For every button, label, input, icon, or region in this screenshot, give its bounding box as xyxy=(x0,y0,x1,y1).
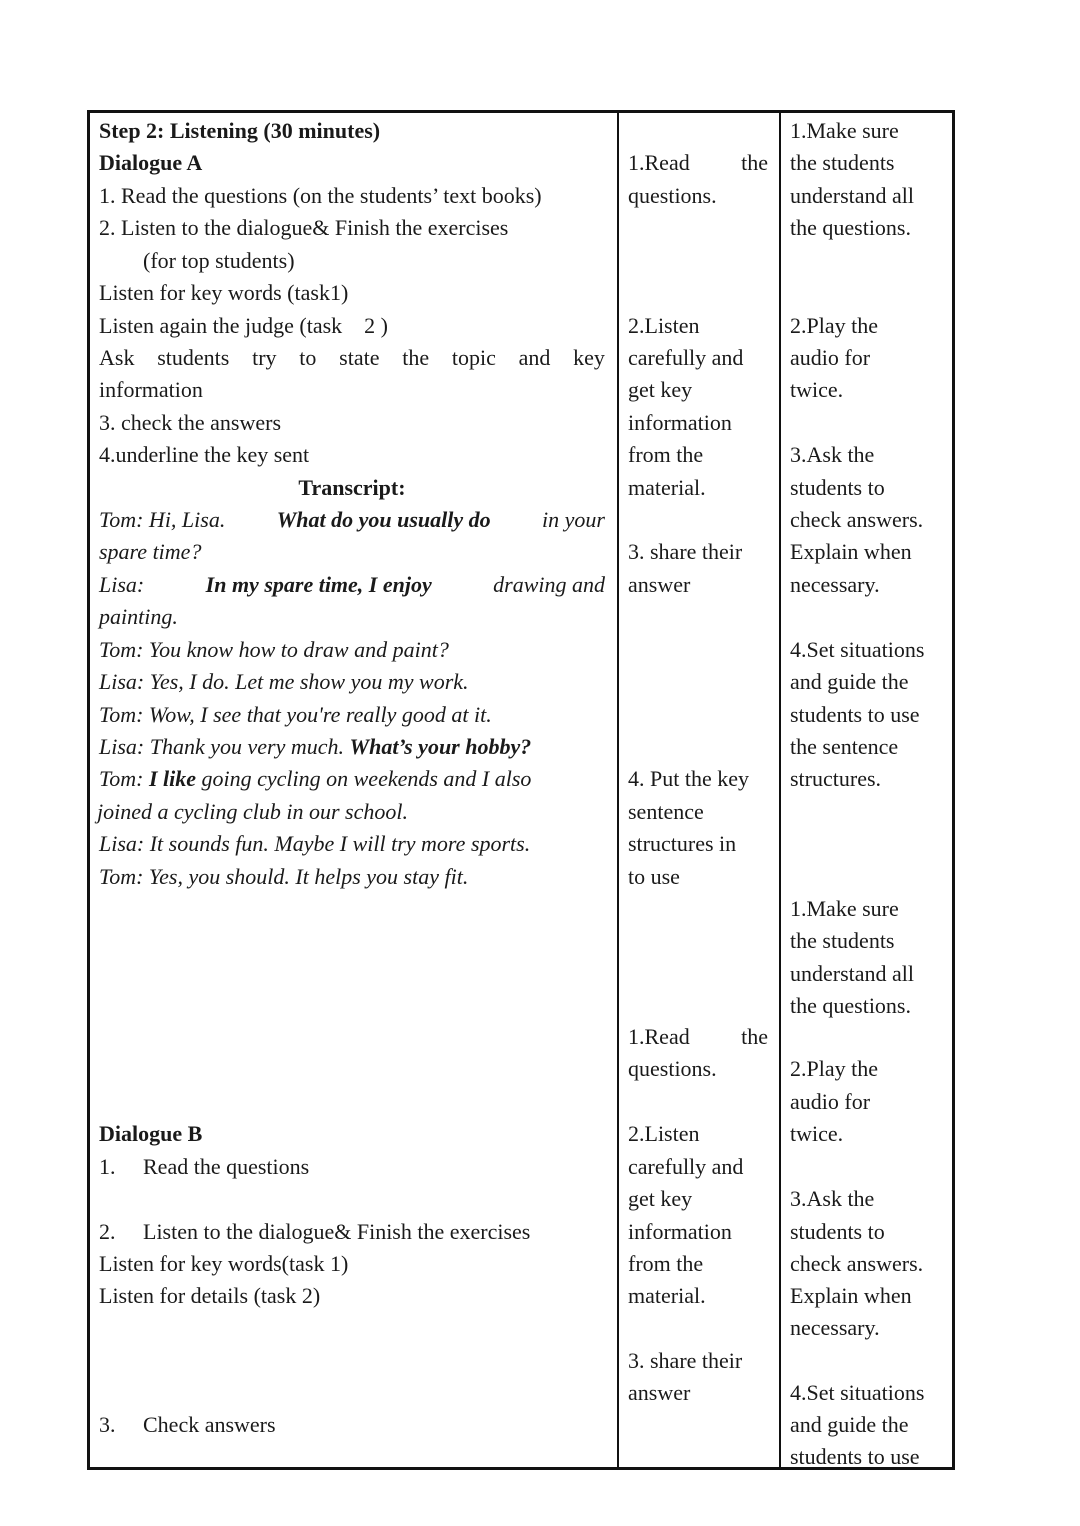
teacher-b-make-sure: the questions. xyxy=(790,993,911,1018)
word: the xyxy=(402,345,430,370)
student-a-listen: 2.Listen xyxy=(628,313,700,338)
transcript-label: Transcript: xyxy=(298,475,406,500)
word: state xyxy=(339,345,380,370)
transcript-line: Lisa: It sounds fun. Maybe I will try more sports. xyxy=(99,831,531,856)
student-b-listen: 2.Listen xyxy=(628,1121,700,1146)
student-a-share: answer xyxy=(628,572,691,597)
dialogue-b-item-2-num: 2. xyxy=(99,1219,116,1244)
key-sentence: What’s your hobby? xyxy=(349,734,532,759)
transcript-line: joined a cycling club in our school. xyxy=(97,799,408,824)
transcript-line xyxy=(99,505,605,535)
teacher-a-make-sure: understand all xyxy=(790,183,915,208)
dialogue-b-task-1: Listen for key words(task 1) xyxy=(99,1251,349,1276)
teacher-a-make-sure: the questions. xyxy=(790,215,911,240)
teacher-a-set: the sentence xyxy=(790,734,899,759)
column-divider xyxy=(779,113,781,1467)
student-a-put: structures in xyxy=(628,831,737,856)
word: topic xyxy=(451,345,496,370)
column-divider xyxy=(617,113,619,1467)
teacher-a-ask: students to xyxy=(790,475,885,500)
teacher-b-set: 4.Set situations xyxy=(790,1380,925,1405)
dialogue-a-ask-cont: information xyxy=(99,377,203,402)
dialogue-b-item-3-num: 3. xyxy=(99,1412,116,1437)
transcript-line: Tom: Yes, you should. It helps you stay fit. xyxy=(99,864,469,889)
student-text: 1.Read xyxy=(628,1024,690,1049)
teacher-activity-column xyxy=(790,113,952,1467)
dialogue-a-item-2: 2. Listen to the dialogue& Finish the exercises xyxy=(99,215,509,240)
transcript-line: Tom: Wow, I see that you're really good at it. xyxy=(99,702,492,727)
teacher-a-ask: check answers. xyxy=(790,507,924,532)
teacher-b-play: 2.Play the xyxy=(790,1056,878,1081)
word: students xyxy=(157,345,230,370)
teacher-b-make-sure: the students xyxy=(790,928,895,953)
student-b-read-cont: questions. xyxy=(628,1056,717,1081)
word: key xyxy=(573,345,605,370)
transcript-speaker-text: Lisa: xyxy=(99,572,145,597)
key-sentence: I like xyxy=(148,766,196,791)
dialogue-b-item-2: Listen to the dialogue& Finish the exercises xyxy=(143,1219,531,1244)
student-b-share: answer xyxy=(628,1380,691,1405)
teacher-b-set: and guide the xyxy=(790,1412,909,1437)
teacher-b-make-sure: understand all xyxy=(790,961,915,986)
teacher-b-ask: Explain when xyxy=(790,1283,912,1308)
dialogue-a-task-2: Listen again the judge (task 2 ) xyxy=(99,313,388,338)
transcript-line: Lisa: Yes, I do. Let me show you my work. xyxy=(99,669,469,694)
student-b-listen: information xyxy=(628,1219,732,1244)
transcript-line xyxy=(99,732,531,762)
student-activity-column xyxy=(628,113,768,1467)
step-title: Step 2: Listening (30 minutes) xyxy=(99,118,381,143)
student-a-listen: get key xyxy=(628,377,693,402)
transcript-speaker-text: Tom: Hi, Lisa. xyxy=(99,507,226,532)
transcript-speaker-text: Tom: xyxy=(99,766,149,791)
student-text: the xyxy=(741,150,768,175)
teacher-b-ask: necessary. xyxy=(790,1315,880,1340)
dialogue-b-title: Dialogue B xyxy=(99,1121,203,1146)
student-b-listen: get key xyxy=(628,1186,693,1211)
teacher-b-ask: 3.Ask the xyxy=(790,1186,875,1211)
student-b-listen: from the xyxy=(628,1251,704,1276)
teacher-a-make-sure: 1.Make sure xyxy=(790,118,899,143)
word: Ask xyxy=(99,345,135,370)
teacher-a-play: 2.Play the xyxy=(790,313,878,338)
teacher-a-play: twice. xyxy=(790,377,844,402)
dialogue-a-item-1: 1. Read the questions (on the students’ text books) xyxy=(99,183,542,208)
transcript-line: painting. xyxy=(99,604,178,629)
teacher-b-play: audio for xyxy=(790,1089,871,1114)
teacher-a-ask: Explain when xyxy=(790,539,912,564)
key-sentence: What do you usually do xyxy=(276,507,491,532)
word: and xyxy=(518,345,551,370)
student-b-listen: material. xyxy=(628,1283,706,1308)
teacher-b-ask: students to xyxy=(790,1219,885,1244)
teacher-b-set: students to use xyxy=(790,1444,920,1469)
student-a-listen: from the xyxy=(628,442,704,467)
student-a-put: sentence xyxy=(628,799,704,824)
transcript-text: going cycling on weekends and I also xyxy=(196,766,532,791)
lesson-plan-table xyxy=(87,110,955,1470)
word: try xyxy=(252,345,277,370)
student-a-put: 4. Put the key xyxy=(628,766,749,791)
student-b-read xyxy=(628,1022,768,1052)
dialogue-a-ask-line xyxy=(99,343,605,373)
student-b-share: 3. share their xyxy=(628,1348,743,1373)
dialogue-a-item-3: 3. check the answers xyxy=(99,410,282,435)
teacher-a-set: students to use xyxy=(790,702,920,727)
transcript-line: spare time? xyxy=(99,539,202,564)
student-a-share: 3. share their xyxy=(628,539,743,564)
word: to xyxy=(299,345,317,370)
transcript-line xyxy=(99,570,605,600)
student-text: the xyxy=(741,1024,768,1049)
student-a-listen: information xyxy=(628,410,732,435)
teacher-a-make-sure: the students xyxy=(790,150,895,175)
student-a-read-cont: questions. xyxy=(628,183,717,208)
dialogue-a-item-4: 4.underline the key sent xyxy=(99,442,310,467)
teacher-a-play: audio for xyxy=(790,345,871,370)
transcript-line: Tom: You know how to draw and paint? xyxy=(99,637,449,662)
transcript-text: Lisa: Thank you very much. xyxy=(99,734,350,759)
transcript-line xyxy=(99,764,531,794)
transcript-text: in your xyxy=(542,507,605,532)
teacher-a-ask: necessary. xyxy=(790,572,880,597)
teacher-a-set: structures. xyxy=(790,766,882,791)
student-b-listen: carefully and xyxy=(628,1154,744,1179)
student-a-listen: material. xyxy=(628,475,706,500)
procedure-column xyxy=(99,113,609,1467)
dialogue-a-item-2-note: (for top students) xyxy=(143,248,295,273)
dialogue-a-task-1: Listen for key words (task1) xyxy=(99,280,349,305)
key-sentence: In my spare time, I enjoy xyxy=(205,572,432,597)
student-a-put: to use xyxy=(628,864,680,889)
teacher-a-set: 4.Set situations xyxy=(790,637,925,662)
dialogue-b-item-3: Check answers xyxy=(143,1412,276,1437)
teacher-b-play: twice. xyxy=(790,1121,844,1146)
teacher-b-ask: check answers. xyxy=(790,1251,924,1276)
dialogue-b-item-1: Read the questions xyxy=(143,1154,310,1179)
dialogue-b-task-2: Listen for details (task 2) xyxy=(99,1283,321,1308)
teacher-a-ask: 3.Ask the xyxy=(790,442,875,467)
student-a-listen: carefully and xyxy=(628,345,744,370)
dialogue-b-item-1-num: 1. xyxy=(99,1154,116,1179)
teacher-a-set: and guide the xyxy=(790,669,909,694)
dialogue-a-title: Dialogue A xyxy=(99,150,203,175)
teacher-b-make-sure: 1.Make sure xyxy=(790,896,899,921)
student-a-read xyxy=(628,148,768,178)
transcript-text: drawing and xyxy=(493,572,605,597)
student-text: 1.Read xyxy=(628,150,690,175)
